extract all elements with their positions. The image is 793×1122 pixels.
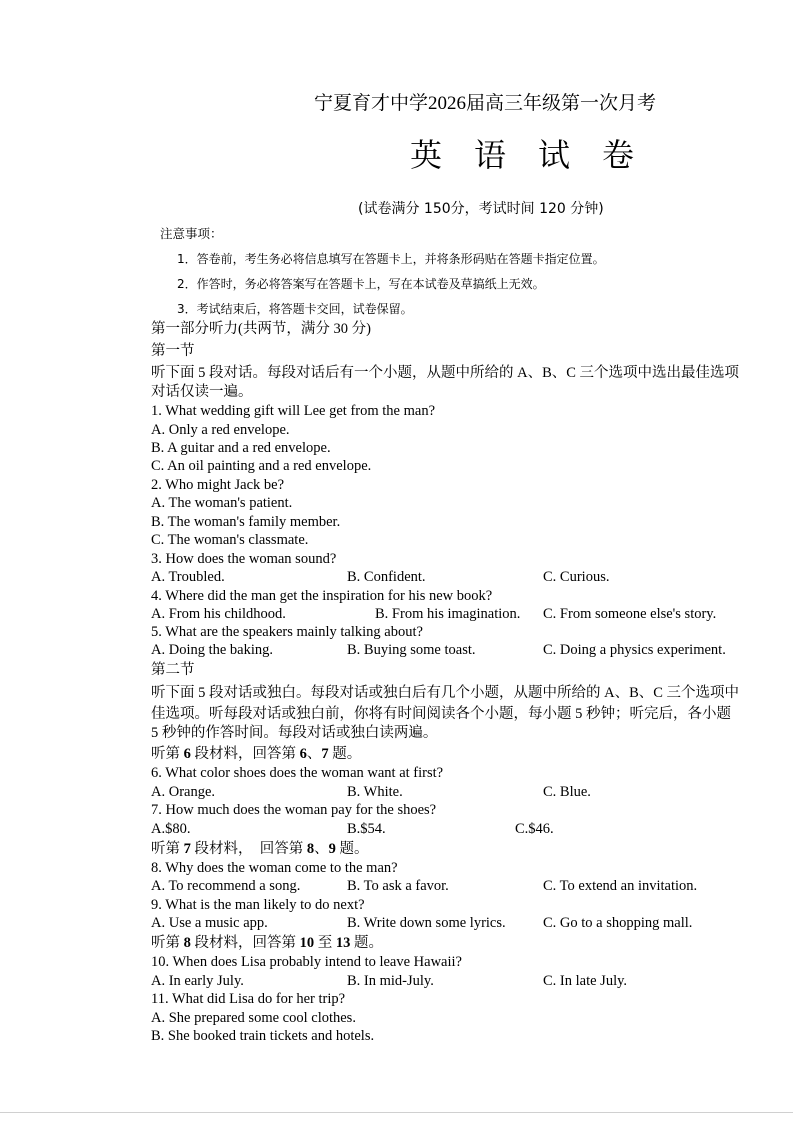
question-stem: 5. What are the speakers mainly talking about?	[151, 624, 423, 640]
section1-instruction: 听下面 5 段对话。每段对话后有一个小题，从题中所给的 A、B、C 三个选项中选出最佳选项	[151, 365, 740, 381]
question-stem: 8. Why does the woman come to the man?	[151, 860, 398, 876]
material-heading-6: 听第 6 段材料，回答第 6、7 题。	[151, 746, 362, 762]
option-c: C.$46.	[515, 821, 554, 837]
question-stem: 2. Who might Jack be?	[151, 477, 285, 493]
section2-instruction: 佳选项。听每段对话或独白前，你将有时间阅读各个小题，每小题 5 秒钟；听完后，各小题	[151, 706, 731, 722]
question-stem: 6. What color shoes does the woman want at first?	[151, 765, 444, 781]
subject-title: 英 语 试 卷	[410, 137, 647, 173]
option-c: C. Go to a shopping mall.	[543, 915, 693, 931]
option-b: B. Buying some toast.	[347, 642, 476, 658]
question-stem: 9. What is the man likely to do next?	[151, 897, 365, 913]
option-b: B. From his imagination.	[375, 606, 521, 622]
option-a: A. In early July.	[151, 973, 244, 989]
option-a: A. Troubled.	[151, 569, 225, 585]
section2-instruction: 听下面 5 段对话或独白。每段对话或独白后有几个小题，从题中所给的 A、B、C 三个选项中	[151, 685, 740, 701]
note-item: 3．考试结束后，将答题卡交回，试卷保留。	[177, 302, 413, 316]
option-c: C. The woman's classmate.	[151, 532, 309, 548]
section1-title: 第一节	[151, 343, 195, 359]
notes-heading: 注意事项：	[160, 226, 223, 241]
section2-instruction: 5 秒钟的作答时间。每段对话或独白读两遍。	[151, 725, 438, 741]
option-b: B. The woman's family member.	[151, 514, 341, 530]
question-stem: 11. What did Lisa do for her trip?	[151, 991, 346, 1007]
option-a: A. She prepared some cool clothes.	[151, 1010, 356, 1026]
school-exam-title: 宁夏育才中学2026届高三年级第一次月考	[314, 93, 657, 114]
option-a: A. The woman's patient.	[151, 495, 293, 511]
question-stem: 10. When does Lisa probably intend to leave Hawaii?	[151, 954, 462, 970]
option-a: A. Orange.	[151, 784, 216, 800]
option-a: A. Only a red envelope.	[151, 422, 290, 438]
question-stem: 4. Where did the man get the inspiration for his new book?	[151, 588, 493, 604]
option-b: B. Write down some lyrics.	[347, 915, 506, 931]
option-b: B. Confident.	[347, 569, 426, 585]
option-a: A. To recommend a song.	[151, 878, 301, 894]
option-c: C. An oil painting and a red envelope.	[151, 458, 372, 474]
option-c: C. To extend an invitation.	[543, 878, 698, 894]
option-b: B. She booked train tickets and hotels.	[151, 1028, 375, 1044]
note-item: 2．作答时，务必将答案写在答题卡上，写在本试卷及草搞纸上无效。	[177, 277, 545, 291]
option-b: B. To ask a favor.	[347, 878, 449, 894]
question-stem: 1. What wedding gift will Lee get from the man?	[151, 403, 436, 419]
option-b: B. White.	[347, 784, 403, 800]
option-c: C. In late July.	[543, 973, 628, 989]
part1-title: 第一部分听力(共两节，满分 30 分)	[151, 321, 371, 337]
material-heading-8: 听第 8 段材料，回答第 10 至 13 题。	[151, 935, 383, 951]
option-a: A. From his childhood.	[151, 606, 286, 622]
page-bottom-rule	[0, 1112, 793, 1113]
section1-instruction: 对话仅读一遍。	[151, 384, 253, 400]
option-c: C. Curious.	[543, 569, 610, 585]
option-b: B. A guitar and a red envelope.	[151, 440, 331, 456]
option-a: A.$80.	[151, 821, 191, 837]
option-c: C. Blue.	[543, 784, 591, 800]
question-stem: 3. How does the woman sound?	[151, 551, 337, 567]
note-item: 1．答卷前，考生务必将信息填写在答题卡上，并将条形码贴在答题卡指定位置。	[177, 252, 605, 266]
question-stem: 7. How much does the woman pay for the shoes?	[151, 802, 437, 818]
option-a: A. Use a music app.	[151, 915, 268, 931]
option-c: C. From someone else's story.	[543, 606, 717, 622]
option-b: B.$54.	[347, 821, 386, 837]
option-c: C. Doing a physics experiment.	[543, 642, 726, 658]
section2-title: 第二节	[151, 662, 195, 678]
exam-info: (试卷满分 150分，考试时间 120 分钟)	[358, 201, 604, 217]
option-a: A. Doing the baking.	[151, 642, 274, 658]
option-b: B. In mid-July.	[347, 973, 434, 989]
material-heading-7: 听第 7 段材料， 回答第 8、9 题。	[151, 841, 369, 857]
